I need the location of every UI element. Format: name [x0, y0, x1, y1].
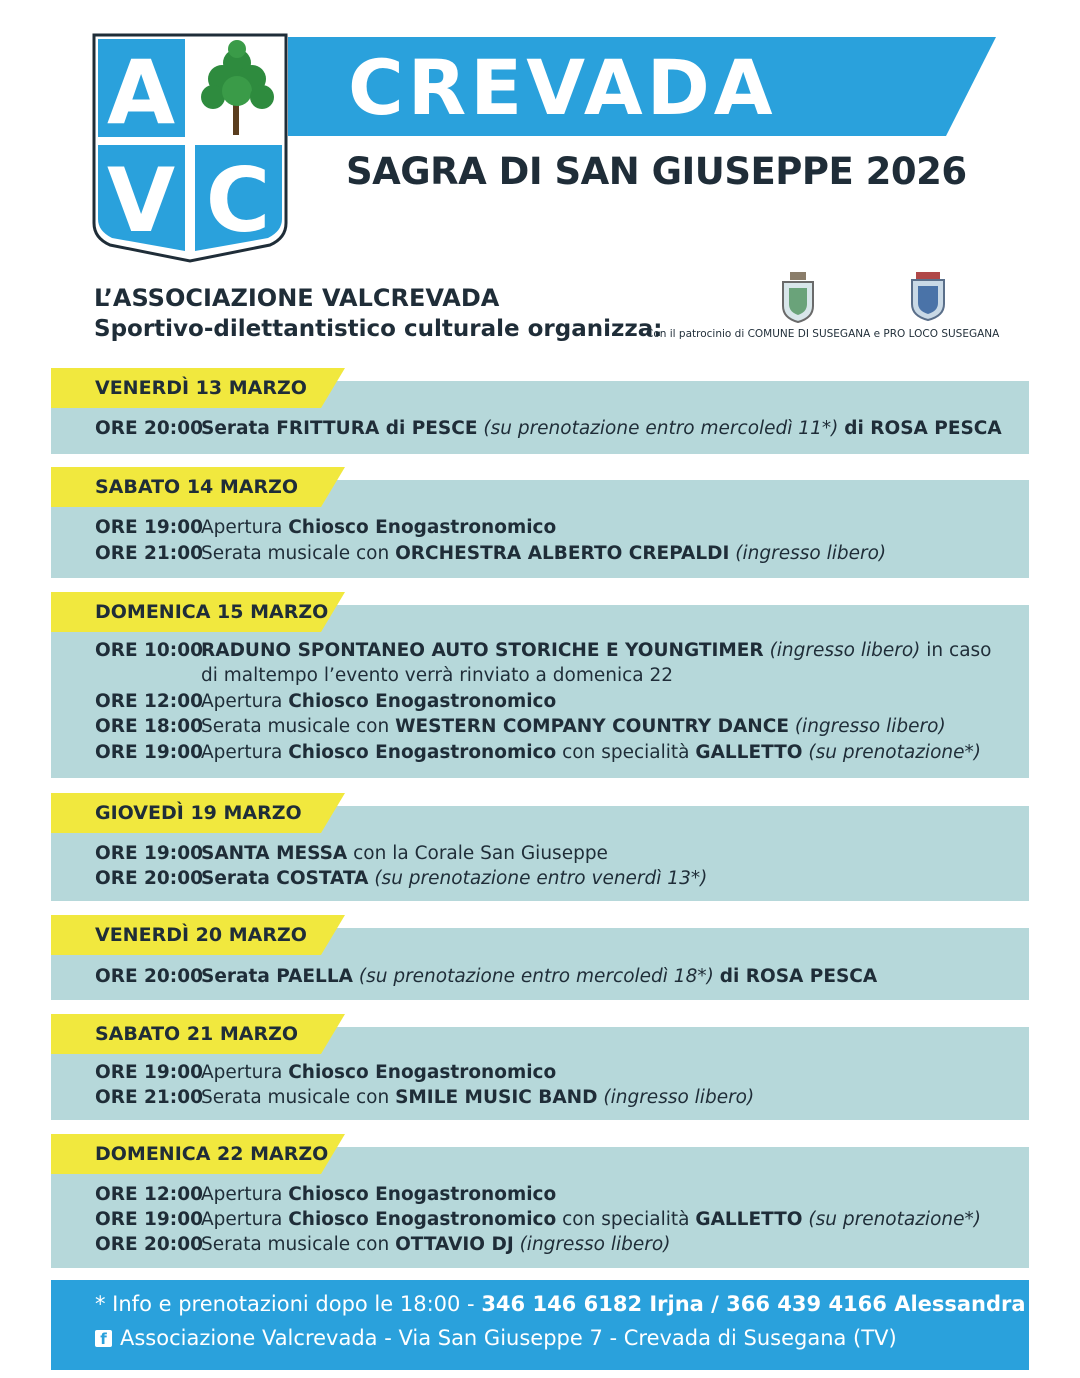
event-highlight: WESTERN COMPANY COUNTRY DANCE [395, 716, 789, 737]
event-highlight: Serata COSTATA [201, 868, 369, 889]
event-line [95, 716, 946, 737]
comune-crest-icon [778, 270, 818, 324]
event-highlight: ORCHESTRA ALBERTO CREPALDI [395, 543, 730, 564]
event-time: ORE 19:00 [95, 1062, 203, 1083]
event-line [95, 418, 1002, 439]
event-line [95, 665, 673, 686]
day-tab [51, 467, 345, 507]
event-line [95, 1234, 670, 1255]
day-section [51, 1134, 1029, 1268]
event-text: Apertura [201, 517, 289, 538]
event-text: con la Corale San Giuseppe [347, 843, 608, 864]
event-time: ORE 19:00 [95, 1209, 203, 1230]
event-time: ORE 20:00 [95, 1234, 203, 1255]
day-tab [51, 368, 345, 408]
event-note: (ingresso libero) [735, 543, 887, 564]
day-label: DOMENICA 22 MARZO [95, 1143, 329, 1165]
event-time: ORE 20:00 [95, 868, 203, 889]
day-label: SABATO 21 MARZO [95, 1023, 299, 1045]
event-note: (ingresso libero) [769, 640, 921, 661]
day-section [51, 592, 1029, 778]
event-text: Serata musicale con [201, 1234, 396, 1255]
avc-logo [92, 33, 288, 263]
logo-letter-a: A [106, 41, 176, 144]
event-highlight: RADUNO SPONTANEO AUTO STORICHE E YOUNGTIMER [201, 640, 764, 661]
event-time: ORE 21:00 [95, 1087, 203, 1108]
event-note: (ingresso libero) [519, 1234, 671, 1255]
day-section [51, 793, 1029, 901]
day-label: DOMENICA 15 MARZO [95, 601, 329, 623]
booking-info-prefix: * Info e prenotazioni dopo le 18:00 - [95, 1292, 482, 1316]
pro-loco-crest-icon [908, 270, 948, 322]
day-tab [51, 1134, 345, 1174]
day-tab [51, 592, 345, 632]
event-line [95, 742, 981, 763]
event-time: ORE 19:00 [95, 843, 203, 864]
event-highlight: OTTAVIO DJ [395, 1234, 514, 1255]
event-line [95, 543, 886, 564]
event-highlight: SMILE MUSIC BAND [395, 1087, 598, 1108]
event-text: in caso [920, 640, 992, 661]
day-label: VENERDÌ 13 MARZO [95, 377, 307, 399]
event-time: ORE 19:00 [95, 517, 203, 538]
event-text: Apertura [201, 1209, 289, 1230]
event-time: ORE 21:00 [95, 543, 203, 564]
booking-phone-numbers[interactable]: 346 146 6182 Irjna / 366 439 4166 Alessandra [481, 1292, 1026, 1316]
event-time: ORE 18:00 [95, 716, 203, 737]
event-note: (su prenotazione entro mercoledì 11*) [483, 418, 839, 439]
day-section [51, 915, 1029, 1000]
event-note: (ingresso libero) [794, 716, 946, 737]
event-note: (su prenotazione*) [808, 742, 981, 763]
day-tab [51, 1014, 345, 1054]
event-time: ORE 20:00 [95, 966, 203, 987]
event-highlight: GALLETTO [695, 742, 803, 763]
organizer-description: Sportivo-dilettantistico culturale organizza: [94, 316, 663, 342]
day-label: SABATO 14 MARZO [95, 476, 299, 498]
event-line [95, 966, 877, 987]
event-note: (su prenotazione*) [808, 1209, 981, 1230]
day-label: GIOVEDÌ 19 MARZO [95, 802, 302, 824]
address-line [95, 1326, 897, 1350]
day-tab [51, 793, 345, 833]
event-line [95, 517, 556, 538]
event-time: ORE 12:00 [95, 691, 203, 712]
event-highlight: Chiosco Enogastronomico [288, 1062, 557, 1083]
event-note: (su prenotazione entro venerdì 13*) [374, 868, 708, 889]
event-line [95, 640, 992, 661]
event-highlight: Chiosco Enogastronomico [288, 1209, 557, 1230]
event-highlight: Chiosco Enogastronomico [288, 517, 557, 538]
event-highlight: Serata FRITTURA di PESCE [201, 418, 478, 439]
event-note: (su prenotazione entro mercoledì 18*) [358, 966, 714, 987]
association-address: Associazione Valcrevada - Via San Giuseppe 7 - Crevada di Susegana (TV) [120, 1326, 897, 1350]
logo-letter-c: C [205, 149, 271, 252]
event-text: Apertura [201, 1062, 289, 1083]
event-text: Apertura [201, 1184, 289, 1205]
day-section [51, 368, 1029, 454]
event-time: ORE 20:00 [95, 418, 203, 439]
event-text: con specialità [556, 742, 696, 763]
event-highlight: di ROSA PESCA [844, 418, 1002, 439]
facebook-icon[interactable]: f [95, 1330, 112, 1347]
event-line [95, 1209, 981, 1230]
logo-letter-v: V [106, 149, 176, 252]
event-highlight: Chiosco Enogastronomico [288, 742, 557, 763]
event-line [95, 1062, 556, 1083]
event-highlight: SANTA MESSA [201, 843, 348, 864]
event-highlight: di ROSA PESCA [719, 966, 878, 987]
event-highlight: Chiosco Enogastronomico [288, 691, 557, 712]
event-highlight: Serata PAELLA [201, 966, 353, 987]
page-title: CREVADA [348, 43, 777, 132]
event-text: con specialità [556, 1209, 696, 1230]
day-section [51, 467, 1029, 578]
day-tab [51, 915, 345, 955]
page-subtitle: SAGRA DI SAN GIUSEPPE 2026 [346, 150, 967, 193]
event-note: (ingresso libero) [603, 1087, 755, 1108]
footer-info [51, 1280, 1029, 1370]
organizer-name: L’ASSOCIAZIONE VALCREVADA [94, 284, 500, 312]
event-text: Apertura [201, 691, 289, 712]
event-line [95, 868, 707, 889]
event-highlight: GALLETTO [695, 1209, 803, 1230]
event-highlight: Chiosco Enogastronomico [288, 1184, 557, 1205]
event-text: di maltempo l’evento verrà rinviato a domenica 22 [201, 665, 674, 686]
event-text: Apertura [201, 742, 289, 763]
event-time: ORE 10:00 [95, 640, 203, 661]
event-time: ORE 12:00 [95, 1184, 203, 1205]
event-text: Serata musicale con [201, 543, 396, 564]
event-line [95, 691, 556, 712]
event-line [95, 843, 608, 864]
event-text: Serata musicale con [201, 1087, 396, 1108]
day-label: VENERDÌ 20 MARZO [95, 924, 307, 946]
event-time: ORE 19:00 [95, 742, 203, 763]
booking-info [95, 1292, 1026, 1316]
patronage-note: Con il patrocinio di COMUNE DI SUSEGANA e PRO LOCO SUSEGANA [646, 328, 1000, 340]
event-line [95, 1087, 754, 1108]
event-text: Serata musicale con [201, 716, 396, 737]
event-line [95, 1184, 556, 1205]
day-section [51, 1014, 1029, 1120]
